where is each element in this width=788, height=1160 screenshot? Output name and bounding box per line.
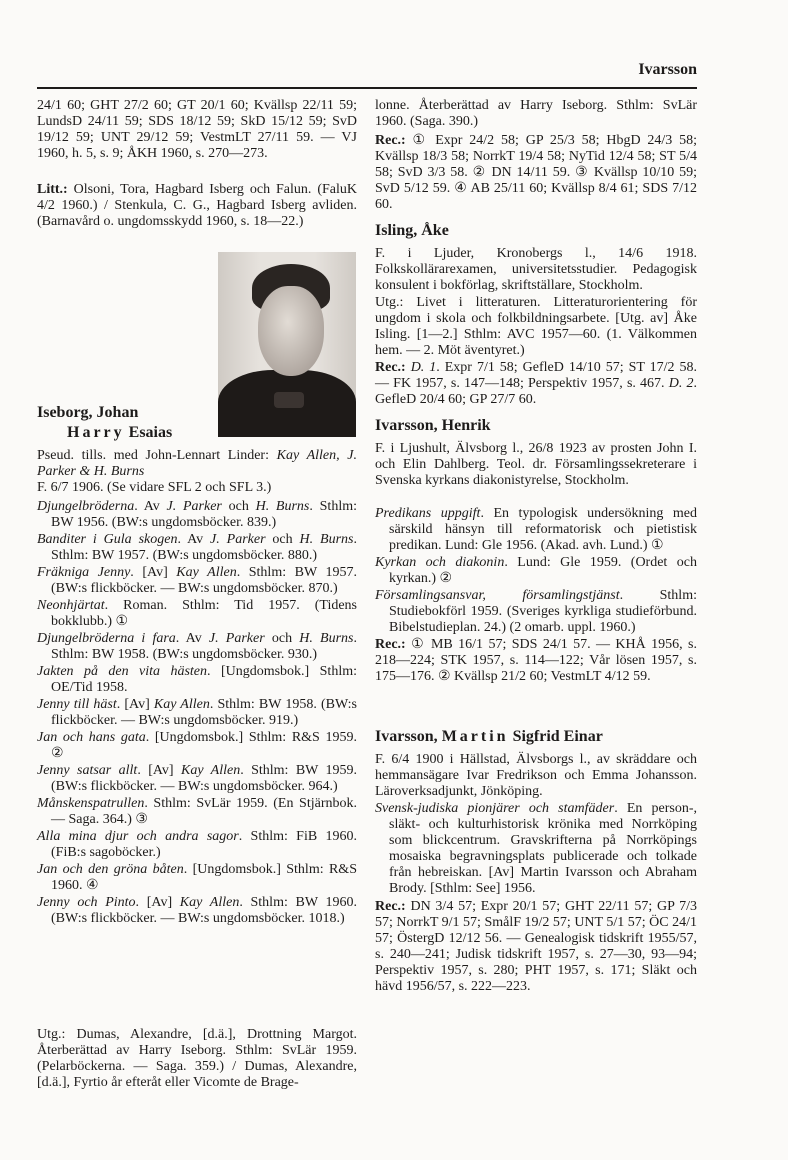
text-segment: . Sthlm: BW 1958. (BW:s ungdomsböcker. 930.) (51, 631, 357, 662)
text-segment: . Expr 7/1 58; GefleD 14/10 57; ST 17/2 58. — FK 1957, s. 147—148; Perspektiv 1957, s. 467. (375, 360, 697, 391)
henrik-reviews (375, 637, 697, 685)
text-segment: Utg.: Livet i litteraturen. Litteraturorientering för ungdom i skola och folkbildningsarbete. [Utg. av] Åke Isling. [1—2.] Sthlm: AVC 1957—60. (1. Välkommen hem. — 2. Möt äventyret.) (375, 295, 697, 358)
label-text: Rec.: (375, 899, 406, 914)
text-segment: . [Av] (130, 565, 177, 580)
entry-heading-martin-ivarsson (375, 727, 697, 747)
italic-text: Alla mina djur och andra sagor (37, 829, 239, 844)
text-segment: . [Ungdomsbok.] Sthlm: OE/Tid 1958. (51, 664, 357, 695)
isling-bio (375, 246, 697, 294)
bibliography-entry (375, 588, 697, 636)
italic-text: Banditer i Gula skogen (37, 532, 178, 547)
pseudonym-note (37, 448, 357, 480)
text-segment: lonne. Återberättad av Harry Iseborg. Sthlm: SvLär 1960. (Saga. 390.) (375, 98, 697, 129)
entry-heading-henrik-ivarsson: Ivarsson, Henrik (375, 417, 491, 434)
text-segment: F. 6/4 1900 i Hällstad, Älvsborgs l., av skräddare och hemmansägare Ivar Fredrikson och Emma Johansson. Läroverksadjunkt, Jönköping. (375, 752, 697, 799)
italic-text: J. Parker (208, 631, 265, 646)
italic-text: Kay Allen (180, 763, 241, 778)
given-name-martin: Martin (441, 728, 509, 745)
iseborg-editions (37, 1027, 357, 1091)
italic-text: D. 1 (410, 360, 437, 375)
bibliography-entry (37, 631, 357, 663)
text-segment: och (221, 499, 256, 514)
italic-text: Jenny och Pinto (37, 895, 136, 910)
bibliography-entry (37, 829, 357, 861)
text-segment: ① MB 16/1 57; SDS 24/1 57. — KHÅ 1956, s. 218—224; STK 1957, s. 114—122; Vår lösen 1957, s. 175—176. ② Kvällsp 21/2 60; VestmLT 4/12 59. (375, 637, 697, 684)
bibliography-entry (37, 730, 357, 762)
entry-heading-isling: Isling, Åke (375, 222, 449, 239)
italic-text: Djungelbröderna (37, 499, 135, 514)
iseborg-bio (37, 448, 357, 496)
editions-continuation (375, 98, 697, 130)
italic-text: Jan och den gröna båten (37, 862, 184, 877)
text-segment: . [Av] (135, 895, 180, 910)
italic-text: Kyrkan och diakonin (375, 555, 505, 570)
text-segment: . Av (134, 499, 167, 514)
iseborg-works-list (37, 499, 357, 928)
entry-heading-iseborg: Iseborg, Johan (37, 404, 139, 421)
italic-text: Svensk-judiska pionjärer och stamfäder (375, 801, 615, 816)
literature-paragraph (37, 182, 357, 230)
henrik-bio (375, 441, 697, 489)
text-segment: . [Av] (137, 763, 181, 778)
text-segment: ① Expr 24/2 58; GP 25/3 58; HbgD 24/3 58; Kvällsp 18/3 58; NorrkT 19/4 58; NyTid 12/4 58; ST 5/4 58; SvD 3/3 58. ② DN 14/11 59. ③ Kvällsp 10/10 59; SvD 5/12 59. ④ AB 25/11 60; Kvällsp 8/4 61; SDS 7/12 60. (375, 133, 697, 212)
text-segment: . [Ungdomsbok.] Sthlm: R&S 1959. ② (51, 730, 357, 761)
reviews-continuation (37, 98, 357, 162)
given-name-harry: Harry (67, 424, 125, 441)
text-segment: . Lund: Gle 1959. (Ordet och kyrkan.) ② (389, 555, 697, 586)
bibliography-entry (375, 801, 697, 897)
bibliography-entry (375, 506, 697, 554)
italic-text: J. Parker (166, 499, 222, 514)
martin-works-list (375, 801, 697, 898)
isling-reviews (375, 360, 697, 408)
text-segment: . [Av] (116, 697, 154, 712)
surname: Ivarsson, (375, 728, 442, 745)
bibliography-entry (37, 499, 357, 531)
text-segment: . [Ungdomsbok.] Sthlm: R&S 1960. ④ (51, 862, 357, 893)
label-text: Rec.: (375, 360, 406, 375)
bibliography-entry (37, 763, 357, 795)
label-text: Rec.: (375, 637, 406, 652)
bibliography-entry (37, 598, 357, 630)
birth-note (37, 480, 357, 496)
label-text: Litt.: (37, 182, 68, 197)
text-segment: . GefleD 20/4 60; GP 27/7 60. (375, 376, 697, 407)
text-segment: och (264, 631, 300, 646)
italic-text: H. Burns (255, 499, 310, 514)
bibliography-entry (37, 532, 357, 564)
text-segment: . Sthlm: BW 1960. (BW:s flickböcker. — BW:s ungdomsböcker. 1018.) (51, 895, 357, 926)
text-segment: och (265, 532, 300, 547)
isling-editions (375, 295, 697, 359)
text-segment: . Sthlm: SvLär 1959. (En Stjärnbok. — Saga. 364.) ③ (51, 796, 357, 827)
bibliography-entry (375, 555, 697, 587)
italic-text: Församlingsansvar, församlingstjänst (375, 588, 620, 603)
italic-text: Kay Allen (153, 697, 210, 712)
italic-text: Jenny till häst (37, 697, 117, 712)
running-head: Ivarsson (638, 61, 697, 78)
italic-text: H. Burns (299, 532, 354, 547)
bibliography-entry (37, 664, 357, 696)
italic-text: Kay Allen, J. Parker & H. Burns (37, 448, 357, 479)
text-segment: DN 3/4 57; Expr 20/1 57; GHT 22/11 57; GP 7/3 57; NorrkT 9/1 57; SmålF 19/2 57; UNT 5/1 57; ÖC 24/1 57; ÖstergD 12/12 56. — Genealogisk tidskrift 1955/57, s. 240—241; Judisk tidskrift 1957, s. 27—30, 93—94; Perspektiv 1957, s. 280; PHT 1957, s. 171; Släkt och hävd 1956/57, s. 222—223. (375, 899, 697, 994)
text-segment: Olsoni, Tora, Hagbard Isberg och Falun. (FaluK 4/2 1960.) / Stenkula, C. G., Hagbard Isberg avliden. (Barnavård o. ungdomsskydd 1960, s. 18—22.) (37, 182, 357, 229)
italic-text: Djungelbröderna i fara (37, 631, 176, 646)
header-rule (37, 87, 697, 89)
italic-text: Predikans uppgift (375, 506, 481, 521)
given-name-rest: Esaias (124, 424, 173, 441)
text-segment: . Av (175, 631, 209, 646)
text-segment: . En person-, släkt- och kulturhistorisk krönika med Norrköping som blickcentrum. Gravskrifterna på Norrköpings mosaiska begravningsplats publicerade och tolkade från hebreiskan. [Av] Martin Ivarsson och Abraham Brody. [Sthlm: See] 1956. (389, 801, 697, 896)
italic-text: D. 2 (668, 376, 694, 391)
bibliography-entry (37, 565, 357, 597)
text-segment: . Sthlm: BW 1957. (BW:s ungdomsböcker. 880.) (51, 532, 357, 563)
text-segment: F. i Ljushult, Älvsborg l., 26/8 1923 av prosten John I. och Elin Dahlberg. Teol. dr. Församlingssekreterare i Svenska kyrkans diakonistyrelse, Stockholm. (375, 441, 697, 488)
henrik-works-list (375, 506, 697, 637)
text-segment: 24/1 60; GHT 27/2 60; GT 20/1 60; Kvällsp 22/11 59; LundsD 24/11 59; SDS 18/12 59; SkD 15/12 59; SvD 19/12 59; UNT 29/12 59; VestmLT 27/11 59. — VJ 1960, h. 5, s. 9; ÅKH 1960, s. 270—273. (37, 98, 357, 161)
martin-bio (375, 752, 697, 800)
text-segment: . Sthlm: BW 1959. (BW:s flickböcker. — BW:s ungdomsböcker. 964.) (51, 763, 358, 794)
text-segment: . Roman. Sthlm: Tid 1957. (Tidens bokklubb.) ① (51, 598, 357, 629)
italic-text: Fräkniga Jenny (37, 565, 131, 580)
text-segment: . Sthlm: BW 1956. (BW:s ungdomsböcker. 839.) (51, 499, 357, 530)
italic-text: Månskenspatrullen (37, 796, 145, 811)
bibliography-entry (37, 862, 357, 894)
italic-text: Kay Allen (179, 895, 240, 910)
text-segment: . Sthlm: BW 1957. (BW:s flickböcker. — BW:s ungdomsböcker. 870.) (51, 565, 357, 596)
bibliography-entry (37, 796, 357, 828)
bibliography-entry (37, 697, 357, 729)
text-segment: F. 6/7 1906. (Se vidare SFL 2 och SFL 3.) (37, 480, 272, 495)
text-segment: . Sthlm: BW 1958. (BW:s flickböcker. — BW:s ungdomsböcker. 919.) (51, 697, 357, 728)
text-segment: . Sthlm: Studiebokförl 1959. (Sveriges kyrkliga studieförbund. Bibelstudieplan. 24.) (2 omarb. uppl. 1960.) (389, 588, 697, 635)
italic-text: Jan och hans gata (37, 730, 146, 745)
martin-reviews (375, 899, 697, 995)
italic-text: Jenny satsar allt (37, 763, 138, 778)
text-segment: . Av (177, 532, 211, 547)
italic-text: Kay Allen (176, 565, 237, 580)
text-segment: Utg.: Dumas, Alexandre, [d.ä.], Drottning Margot. Återberättad av Harry Iseborg. Sthlm: SvLär 1959. (Pelarböckerna. — Saga. 359.) / Dumas, Alexandre, [d.ä.], Fyrtio år efteråt eller Vicomte de Brage- (37, 1027, 357, 1090)
iseborg-reviews (375, 133, 697, 213)
given-names-rest: Sigfrid Einar (508, 728, 603, 745)
italic-text: Neonhjärtat (37, 598, 105, 613)
text-segment: . En typologisk undersökning med särskild hänsyn till reformatorisk och pietistisk predikan. Lund: Gle 1956. (Akad. avh. Lund.) ① (389, 506, 697, 553)
text-segment: . Sthlm: FiB 1960. (FiB:s sagoböcker.) (51, 829, 357, 860)
italic-text: J. Parker (210, 532, 266, 547)
entry-heading-iseborg-given-names (67, 423, 172, 443)
author-portrait-photo (218, 252, 356, 437)
italic-text: H. Burns (299, 631, 354, 646)
bibliography-entry (37, 895, 357, 927)
text-segment: F. i Ljuder, Kronobergs l., 14/6 1918. Folkskollärarexamen, universitetsstudier. Pedagogisk konsulent i bokförlag, skriftställare, Stockholm. (375, 246, 697, 293)
label-text: Rec.: (375, 133, 406, 148)
text-segment: Pseud. tills. med John-Lennart Linder: (37, 448, 277, 463)
italic-text: Jakten på den vita hästen (37, 664, 208, 679)
